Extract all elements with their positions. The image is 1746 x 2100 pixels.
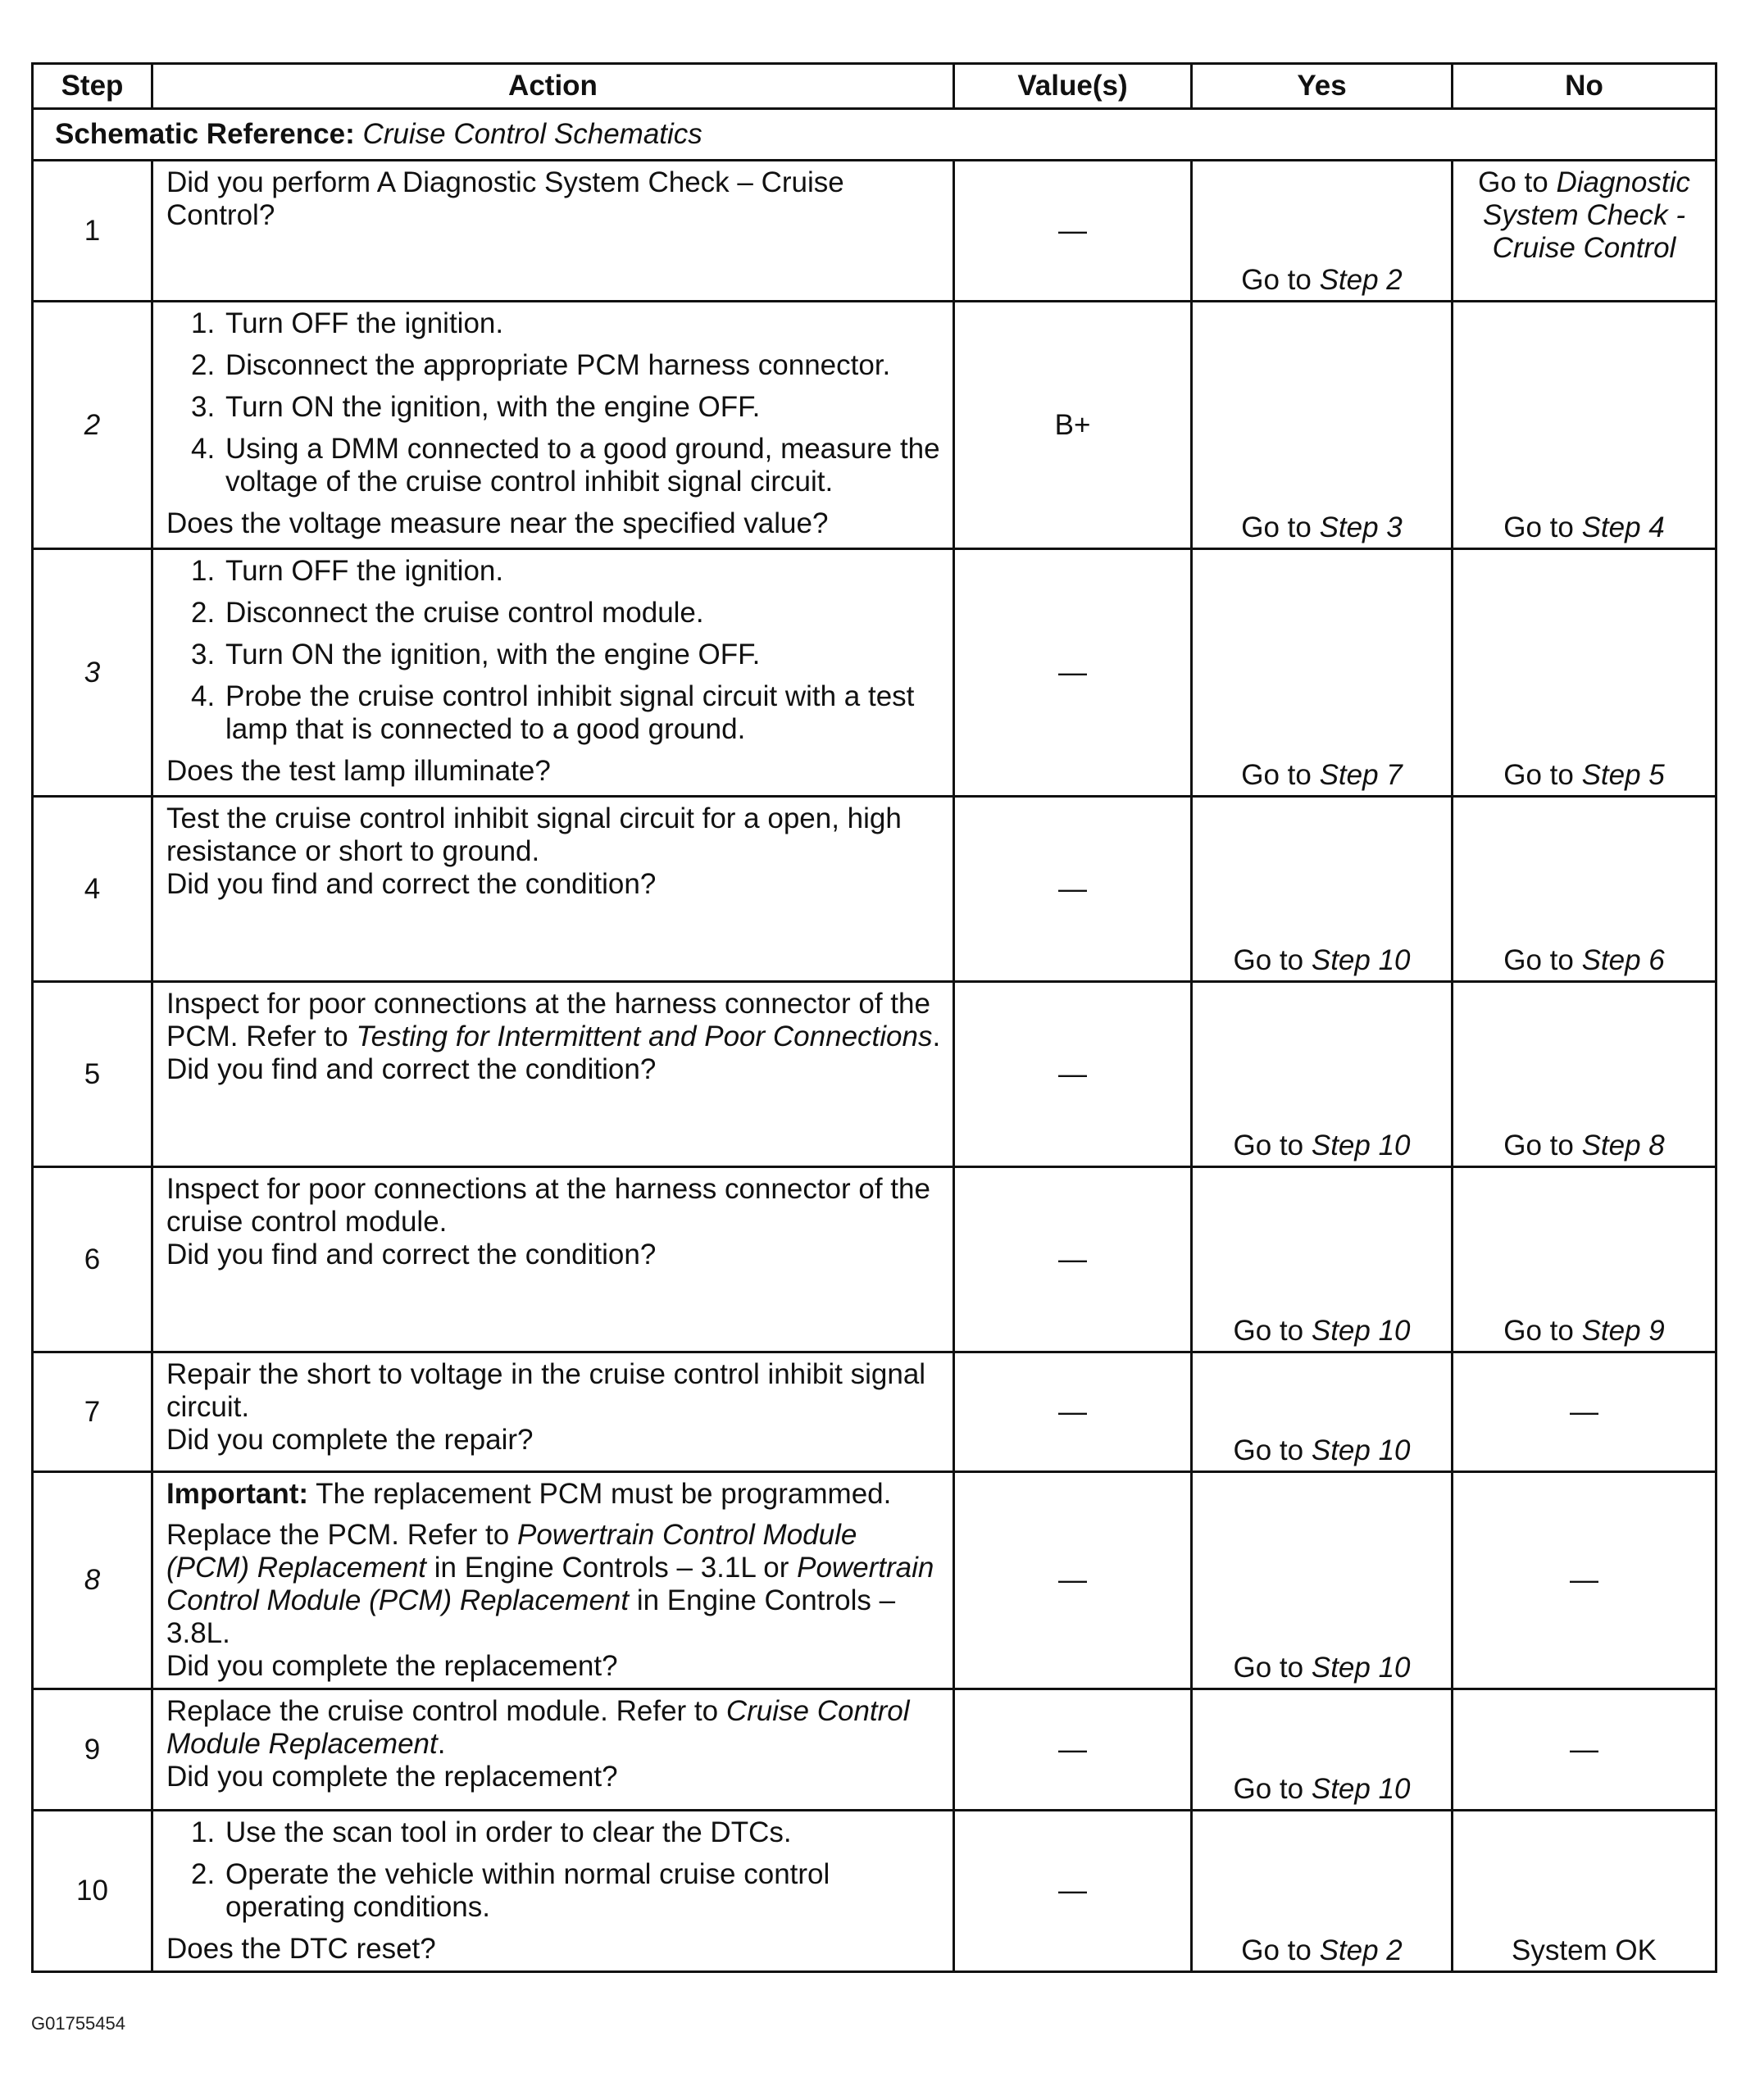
figure-code: G01755454 (31, 2013, 125, 2034)
yes-target-link[interactable]: Step 7 (1319, 759, 1403, 791)
action-question: Did you complete the repair? (166, 1424, 534, 1456)
value-text: — (1058, 1733, 1087, 1766)
table-row (33, 1811, 1716, 1972)
action-cell (152, 549, 954, 797)
no-cell (1453, 302, 1716, 549)
table-row (33, 549, 1716, 797)
value-text: — (1058, 1057, 1087, 1090)
value-text: — (1058, 214, 1087, 247)
value-text: — (1058, 872, 1087, 905)
action-cell (152, 797, 954, 982)
no-cell (1453, 1167, 1716, 1352)
value-text: B+ (1054, 408, 1091, 441)
schematic-reference-row (33, 109, 1716, 161)
no-target-link[interactable]: Diagnostic System Check - Cruise Control (1483, 166, 1690, 264)
yes-cell (1192, 1811, 1453, 1972)
action-text: Replace the PCM. Refer to Powertrain Control Module (PCM) Replacement in Engine Controls – 3.1L or Powertrain Control Module (PCM) Replacement in Engine Controls – 3.8L. (166, 1519, 934, 1649)
yes-prefix: Go to (1233, 1130, 1304, 1161)
yes-target-link[interactable]: Step 2 (1319, 264, 1403, 296)
yes-prefix: Go to (1233, 1652, 1304, 1684)
step-number: 1 (33, 161, 152, 302)
no-prefix: Go to (1503, 1315, 1574, 1347)
schematic-reference-link[interactable]: Cruise Control Schematics (362, 118, 702, 150)
important-label: Important: (166, 1478, 309, 1510)
reference-link[interactable]: Testing for Intermittent and Poor Connections (356, 1020, 933, 1052)
list-item: 3. Turn ON the ignition, with the engine OFF. (191, 391, 761, 423)
yes-prefix: Go to (1241, 264, 1312, 296)
no-prefix: Go to (1503, 511, 1574, 543)
list-item: 4. Probe the cruise control inhibit signal circuit with a test lamp that is connected to a good ground. (191, 680, 915, 745)
no-prefix: Go to (1503, 944, 1574, 976)
header-yes: Yes (1192, 64, 1453, 109)
list-item: 1. Turn OFF the ignition. (191, 307, 504, 339)
value-cell (954, 161, 1192, 302)
yes-cell (1192, 982, 1453, 1167)
reference-link[interactable]: Cruise Control Module Replacement (166, 1695, 910, 1760)
value-cell (954, 1689, 1192, 1811)
header-no: No (1453, 64, 1716, 109)
action-cell (152, 1167, 954, 1352)
value-cell (954, 982, 1192, 1167)
no-prefix: Go to (1478, 166, 1548, 198)
step-number: 5 (33, 982, 152, 1167)
yes-prefix: Go to (1233, 1315, 1304, 1347)
action-text: Inspect for poor connections at the harness connector of the cruise control module. (166, 1173, 930, 1238)
table-row (33, 1472, 1716, 1689)
action-cell (152, 302, 954, 549)
no-cell (1453, 1689, 1716, 1811)
yes-prefix: Go to (1233, 1773, 1304, 1805)
no-text: System OK (1512, 1934, 1657, 1966)
yes-target-link[interactable]: Step 10 (1311, 1652, 1411, 1684)
value-text: — (1058, 1243, 1087, 1275)
table-row (33, 982, 1716, 1167)
table-row (33, 161, 1716, 302)
action-question: Did you find and correct the condition? (166, 868, 657, 900)
list-item: 2. Disconnect the appropriate PCM harness connector. (191, 349, 891, 381)
step-number: 6 (33, 1167, 152, 1352)
reference-link[interactable]: Powertrain Control Module (PCM) Replacement (166, 1519, 857, 1584)
yes-prefix: Go to (1241, 759, 1312, 791)
table-row (33, 1167, 1716, 1352)
no-text: — (1570, 1395, 1598, 1428)
table-row (33, 797, 1716, 982)
value-text: — (1058, 656, 1087, 689)
table-row (33, 1689, 1716, 1811)
yes-cell (1192, 549, 1453, 797)
action-cell (152, 982, 954, 1167)
action-question: Did you complete the replacement? (166, 1761, 618, 1793)
action-question: Did you complete the replacement? (166, 1650, 618, 1682)
action-cell (152, 161, 954, 302)
header-values: Value(s) (954, 64, 1192, 109)
diagnostic-table (31, 62, 1717, 1973)
header-action: Action (152, 64, 954, 109)
no-target-link[interactable]: Step 9 (1581, 1315, 1665, 1347)
list-item: 4. Using a DMM connected to a good ground, measure the voltage of the cruise control inhibit signal circuit. (191, 433, 940, 498)
action-text: Did you perform A Diagnostic System Check – Cruise Control? (166, 166, 844, 231)
list-item: 1. Use the scan tool in order to clear the DTCs. (191, 1816, 792, 1848)
header-row (33, 64, 1716, 109)
yes-prefix: Go to (1233, 1434, 1304, 1466)
action-question: Did you find and correct the condition? (166, 1239, 657, 1270)
action-text: Replace the cruise control module. Refer to Cruise Control Module Replacement. (166, 1695, 910, 1760)
yes-target-link[interactable]: Step 2 (1319, 1934, 1403, 1966)
value-cell (954, 1167, 1192, 1352)
action-cell (152, 1472, 954, 1689)
schematic-reference (33, 109, 1716, 161)
yes-prefix: Go to (1241, 511, 1312, 543)
no-prefix: Go to (1503, 759, 1574, 791)
list-item: 3. Turn ON the ignition, with the engine OFF. (191, 639, 761, 670)
action-cell (152, 1352, 954, 1472)
action-question: Does the voltage measure near the specified value? (166, 507, 829, 539)
yes-prefix: Go to (1233, 944, 1304, 976)
yes-cell (1192, 302, 1453, 549)
step-number: 7 (33, 1352, 152, 1472)
action-text: Test the cruise control inhibit signal circuit for a open, high resistance or short to ground. (166, 802, 902, 867)
no-cell (1453, 1352, 1716, 1472)
action-steps-list (166, 1816, 941, 1933)
list-item: 2. Disconnect the cruise control module. (191, 597, 704, 629)
table-row (33, 302, 1716, 549)
no-target-link[interactable]: Step 6 (1581, 944, 1665, 976)
table-row (33, 1352, 1716, 1472)
value-cell (954, 549, 1192, 797)
no-text: — (1570, 1564, 1598, 1596)
list-item: 2. Operate the vehicle within normal cruise control operating conditions. (191, 1858, 830, 1923)
step-number: 9 (33, 1689, 152, 1811)
yes-cell (1192, 1689, 1453, 1811)
value-cell (954, 797, 1192, 982)
no-prefix: Go to (1503, 1130, 1574, 1161)
no-cell (1453, 797, 1716, 982)
yes-target-link[interactable]: Step 10 (1311, 1773, 1411, 1805)
reference-link[interactable]: Powertrain Control Module (PCM) Replacement (166, 1552, 934, 1616)
no-target-link[interactable]: Step 8 (1581, 1130, 1665, 1161)
action-steps-list (166, 307, 941, 507)
no-cell (1453, 161, 1716, 302)
step-number: 3 (33, 549, 152, 797)
step-number: 2 (33, 302, 152, 549)
value-cell (954, 1352, 1192, 1472)
step-number: 8 (33, 1472, 152, 1689)
value-text: — (1058, 1395, 1087, 1428)
action-text: Repair the short to voltage in the cruise control inhibit signal circuit. (166, 1358, 926, 1423)
list-item: 1. Turn OFF the ignition. (191, 555, 504, 587)
no-target-link[interactable]: Step 5 (1581, 759, 1665, 791)
yes-prefix: Go to (1241, 1934, 1312, 1966)
yes-cell (1192, 161, 1453, 302)
step-number: 4 (33, 797, 152, 982)
action-question: Does the test lamp illuminate? (166, 755, 551, 787)
yes-target-link[interactable]: Step 10 (1311, 1315, 1411, 1347)
value-text: — (1058, 1564, 1087, 1596)
value-cell (954, 1472, 1192, 1689)
header-step: Step (33, 64, 152, 109)
action-text: Inspect for poor connections at the harness connector of the PCM. Refer to Testing for Intermittent and Poor Connections. (166, 988, 941, 1052)
yes-cell (1192, 1472, 1453, 1689)
action-question: Did you find and correct the condition? (166, 1053, 657, 1085)
step-number: 10 (33, 1811, 152, 1972)
no-text: — (1570, 1733, 1598, 1766)
no-cell (1453, 982, 1716, 1167)
value-cell (954, 302, 1192, 549)
no-cell (1453, 1472, 1716, 1689)
yes-target-link[interactable]: Step 3 (1319, 511, 1403, 543)
yes-cell (1192, 797, 1453, 982)
yes-target-link[interactable]: Step 10 (1311, 1130, 1411, 1161)
no-target-link[interactable]: Step 4 (1581, 511, 1665, 543)
schematic-reference-label: Schematic Reference: (55, 118, 355, 150)
value-text: — (1058, 1875, 1087, 1907)
yes-target-link[interactable]: Step 10 (1311, 1434, 1411, 1466)
action-steps-list (166, 555, 941, 755)
yes-cell (1192, 1352, 1453, 1472)
no-cell (1453, 549, 1716, 797)
yes-target-link[interactable]: Step 10 (1311, 944, 1411, 976)
value-cell (954, 1811, 1192, 1972)
yes-cell (1192, 1167, 1453, 1352)
action-question: Does the DTC reset? (166, 1933, 436, 1965)
important-note: Important: The replacement PCM must be programmed. (166, 1478, 892, 1510)
action-cell (152, 1689, 954, 1811)
no-cell (1453, 1811, 1716, 1972)
action-cell (152, 1811, 954, 1972)
